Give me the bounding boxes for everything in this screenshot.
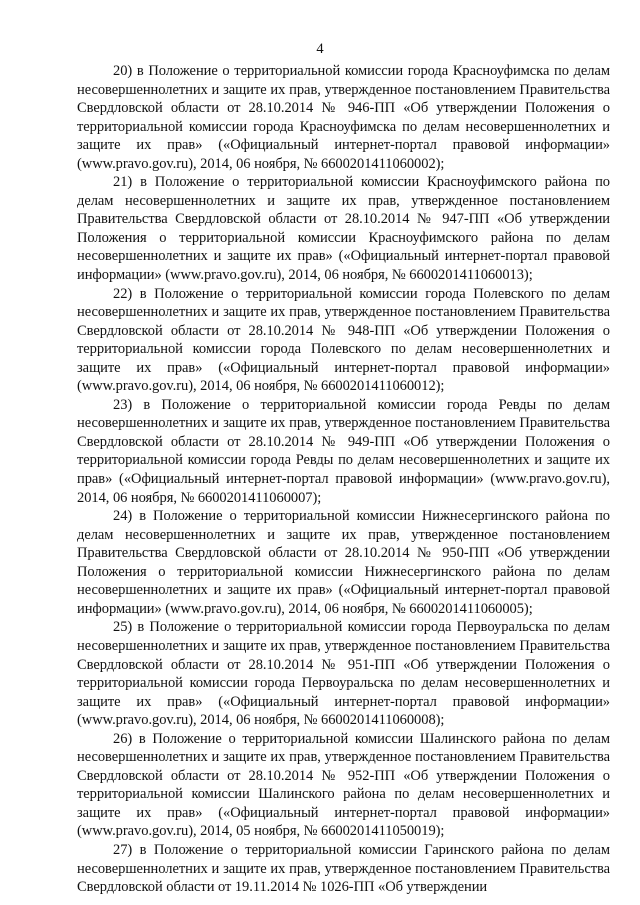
list-item-21: 21) в Положение о территориальной комиссии Красноуфимского района по делам несовершеннолетних и защите их прав, утвержденное постановлением Правительства Свердловской области от 28.10.2014 № 947-ПП «Об утверждении Положения о территориальной комиссии Красноуфимского района по делам несовершеннолетних и защите их прав» («Официальный интернет-портал правовой информации» (www.pravo.gov.ru), 2014, 06 ноября, № 6600201411060013); xyxy=(77,174,610,284)
list-item-27: 27) в Положение о территориальной комиссии Гаринского района по делам несовершеннолетних и защите их прав, утвержденное постановлением Правительства Свердловской области от 19.11.2014 № 1026-ПП «Об утверждении xyxy=(77,841,610,896)
list-item-20: 20) в Положение о территориальной комиссии города Красноуфимска по делам несовершеннолетних и защите их прав, утвержденное постановлением Правительства Свердловской области от 28.10.2014 № 946-ПП «Об утверждении Положения о территориальной комиссии города Красноуфимска по делам несовершеннолетних и защите их прав» («Официальный интернет-портал правовой информации» (www.pravo.gov.ru), 2014, 06 ноября, № 6600201411060002); xyxy=(77,63,610,172)
page-number: 4 xyxy=(316,41,324,57)
document-body xyxy=(77,62,610,897)
list-item-24: 24) в Положение о территориальной комиссии Нижнесергинского района по делам несовершеннолетних и защите их прав, утвержденное постановлением Правительства Свердловской области от 28.10.2014 № 950-ПП «Об утверждении Положения о территориальной комиссии Нижнесергинского района по делам несовершеннолетних и защите их прав» («Официальный интернет-портал правовой информации» (www.pravo.gov.ru), 2014, 06 ноября, № 6600201411060005); xyxy=(77,508,610,617)
list-item-25: 25) в Положение о территориальной комиссии города Первоуральска по делам несовершеннолетних и защите их прав, утвержденное постановлением Правительства Свердловской области от 28.10.2014 № 951-ПП «Об утверждении Положения о территориальной комиссии города Первоуральска по делам несовершеннолетних и защите их прав» («Официальный интернет-портал правовой информации» (www.pravo.gov.ru), 2014, 06 ноября, № 6600201411060008); xyxy=(77,619,610,729)
list-item-23: 23) в Положение о территориальной комиссии города Ревды по делам несовершеннолетних и защите их прав, утвержденное постановлением Правительства Свердловской области от 28.10.2014 № 949-ПП «Об утверждении Положения о территориальной комиссии города Ревды по делам несовершеннолетних и защите их прав» («Официальный интернет-портал правовой информации» (www.pravo.gov.ru), 2014, 06 ноября, № 6600201411060007); xyxy=(77,396,610,506)
list-item-26: 26) в Положение о территориальной комиссии Шалинского района по делам несовершеннолетних и защите их прав, утвержденное постановлением Правительства Свердловской области от 28.10.2014 № 952-ПП «Об утверждении Положения о территориальной комиссии Шалинского района по делам несовершеннолетних и защите их прав» («Официальный интернет-портал правовой информации» (www.pravo.gov.ru), 2014, 05 ноября, № 6600201411050019); xyxy=(77,730,610,840)
list-item-22: 22) в Положение о территориальной комиссии города Полевского по делам несовершеннолетних и защите их прав, утвержденное постановлением Правительства Свердловской области от 28.10.2014 № 948-ПП «Об утверждении Положения о территориальной комиссии города Полевского по делам несовершеннолетних и защите их прав» («Официальный интернет-портал правовой информации» (www.pravo.gov.ru), 2014, 06 ноября, № 6600201411060012); xyxy=(77,285,610,395)
